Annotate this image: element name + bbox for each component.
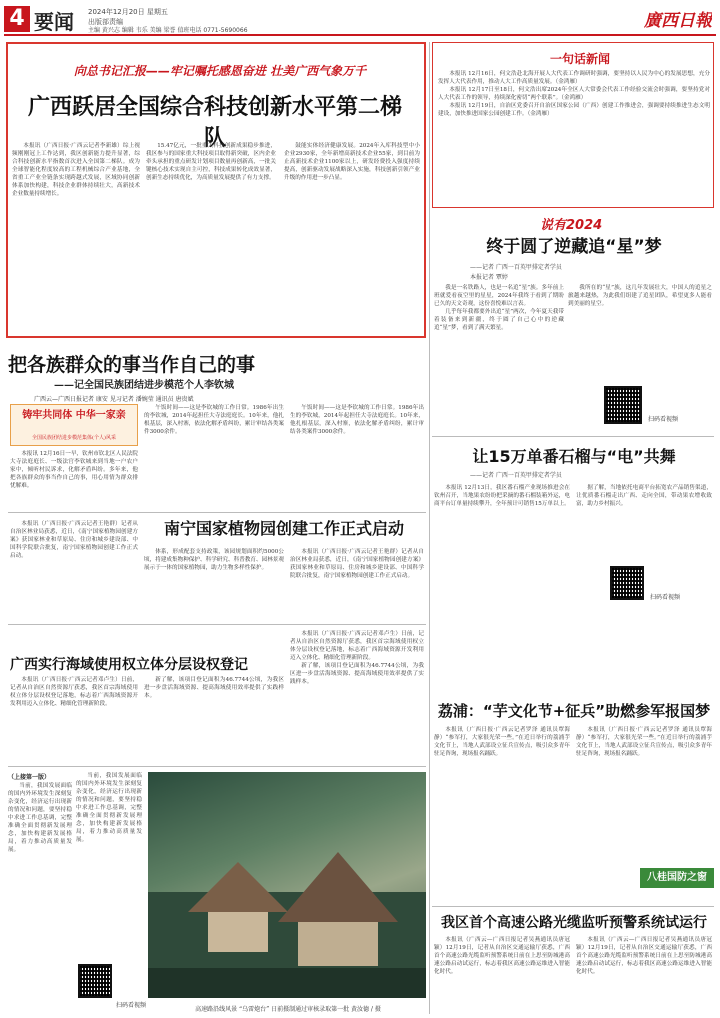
photo-caption: 高速路沿线风景 “乌雷炮台” 日前摄制通过审核录取第一批 黄汝德 / 摄 — [195, 1006, 381, 1013]
story6-col-1: 本报讯（广西日报·广西云记者邓卢生）日前，记者从自治区自然资源厅获悉，我区首宗海域使用权立体分层设权登记落地，标志着广西海域资源开发利用迈入立体化、精细化管理新阶段。 — [10, 677, 138, 707]
newspaper-logo: 廣西日報 — [644, 11, 712, 31]
story4-subline: ——记全国民族团结进步模范个人李钦城 — [54, 380, 234, 391]
story2-byline: 本报记者 覃婷 — [470, 274, 508, 281]
story4-col-1: 本报讯 12月16日一早，钦州市钦北区人民法院大寺法庭庭长、一级法官李钦城来到当地一户农户家中，倾听村民诉求，化解矛盾纠纷。多年来，他把各族群众的事当作自己的事，用心用情为群众排忧解难。 — [10, 451, 138, 489]
divider — [432, 436, 714, 437]
story2-headline: 终于圆了逆藏追“星”梦 — [486, 237, 662, 257]
sidebar-col-2: 当前，我国发展面临的国内外环境发生深刻复杂变化，经济运行出现新的情况和问题，要坚持稳中求进工作总基调，完整准确全面贯彻新发展理念，加快构建新发展格局，着力推动高质量发展。 — [76, 773, 142, 843]
story4-headline: 把各族群众的事当作自己的事 — [8, 354, 256, 376]
masthead-rule — [4, 34, 716, 36]
defense-window-label: 八桂国防之窗 — [640, 868, 714, 888]
story4-badge: 铸牢共同体 中华一家亲 — [22, 410, 126, 421]
section-title: 要闻 — [34, 10, 74, 34]
story2-subline: ——记者 广西一百英甲排定者学员 — [470, 264, 562, 271]
story8-col-1: 本报讯（广西云—广西日报记者吴燕通讯员唐冠颖）12月19日，记者从自治区交通运输厅获悉，广西首个高速公路光缆监听预警系统日前在上思至防城港高速公路启动试运行，标志着我区高速公路运维进入智能化时代。 — [434, 937, 570, 975]
story6-headline: 广西实行海域使用权立体分层设权登记 — [10, 657, 248, 673]
story2-tag: 说有2024 — [540, 218, 603, 233]
quote-item: 本报讯 12月16日，何文浩赴北海开展人大代表工作调研时强调，要坚持以人民为中心的发展思想，充分发挥人大代表作用，推动人大工作高质量发展。（金鸿雁） — [438, 71, 710, 85]
quote-box-list — [438, 70, 710, 202]
story5-col-1: 本报讯（广西日报·广西云记者王艳群）记者从自治区林业局获悉，近日，《南宁国家植物园创建方案》获国家林业和草原局、住房和城乡建设部、中国科学院联合批复，南宁国家植物园创建工作正式启动。 — [10, 521, 138, 559]
divider — [8, 512, 426, 513]
dept-line: 出版部责编 — [88, 18, 123, 26]
story5-col-2: 体系，形成配套支持政策，该园规划面积约5000公顷，将建成集物种保护、科学研究、科普教育、园林景观展示于一体的国家植物园，助力生物多样性保护。 — [144, 549, 284, 571]
page-number: 4 — [4, 6, 30, 32]
story8-col-2: 本报讯（广西云—广西日报记者吴燕通讯员唐冠颖）12月19日，记者从自治区交通运输厅获悉，广西首个高速公路光缆监听预警系统日前在上思至防城港高速公路启动试运行，标志着我区高速公路运维进入智能化时代。 — [576, 937, 712, 975]
story3-subline: ——记者 广西一百英甲排定者学员 — [470, 472, 562, 479]
sidebar-title: （上接第一版） — [8, 774, 51, 781]
divider — [8, 624, 426, 625]
qr-label: 扫码看视频 — [648, 416, 679, 423]
story7-headline: 荔浦：“芋文化节+征兵”助燃参军报国梦 — [437, 702, 711, 720]
qr-code[interactable] — [610, 566, 644, 600]
news-photo-image — [148, 772, 426, 998]
story4-col-3: 午饭时间——这是李钦城的工作日常。1986年出生的李钦城，2014年起担任大寺法庭庭长。10年来，他扎根基层，深入村寨，依法化解矛盾纠纷，累计审结各类案件3000余件。 — [290, 405, 424, 435]
story7-col-2: 本报讯（广西日报·广西云记者罗泽 通讯员覃海静）“参军打，大家很光荣一些。”在近日举行的荔浦芋文化节上，当地人武部设立征兵宣传点，吸引众多青年驻足咨询，现场报名踊跃。 — [576, 727, 712, 757]
story8-headline: 我区首个高速公路光缆监听预警系统试运行 — [441, 915, 707, 931]
divider — [432, 906, 714, 907]
qr-label: 扫码看视频 — [650, 594, 681, 601]
news-photo — [148, 772, 426, 998]
story7-col-1: 本报讯（广西日报·广西云记者罗泽 通讯员覃海静）“参军打，大家很光荣一些。”在近日举行的荔浦芋文化节上，当地人武部设立征兵宣传点，吸引众多青年驻足咨询，现场报名踊跃。 — [434, 727, 570, 757]
story4-badge-sub: 全国民族团结进步模范集体(个人)风采 — [32, 435, 116, 441]
story5-col-3: 本报讯（广西日报·广西云记者王艳群）记者从自治区林业局获悉，近日，《南宁国家植物园创建方案》获国家林业和草原局、住房和城乡建设部、中国科学院联合批复，南宁国家植物园创建工作正式启动。 — [290, 549, 424, 579]
story3-headline: 让15万单番石榴与“电”共舞 — [472, 447, 676, 466]
sidebar-col-1: 当前，我国发展面临的国内外环境发生深刻复杂变化，经济运行出现新的情况和问题，要坚持稳中求进工作总基调，完整准确全面贯彻新发展理念，加快构建新发展格局，着力推动高质量发展。 — [8, 783, 72, 853]
story4-byline: 广西云—广西日报记者 康安 见习记者 潘婉莹 通讯员 唐贵斌 — [34, 396, 194, 403]
column-divider — [429, 42, 430, 1014]
quote-item: 本报讯 12月17日至18日，何文浩出席2024年全区人大常委会代表工作经验交流会时强调，要坚持党对人大代表工作的领导，持续深化密切“两个联系”。（金鸿雁） — [438, 87, 710, 101]
date-line: 2024年12月20日 星期五 — [88, 8, 168, 16]
lead-banner: 向总书记汇报——牢记嘱托感恩奋进 壮美广西气象万千 — [73, 64, 367, 78]
qr-code[interactable] — [604, 386, 642, 424]
qr-code[interactable] — [78, 964, 112, 998]
divider — [8, 766, 426, 767]
quote-item: 本报讯 12月19日，自治区党委召开自治区国家公园（广西）创建工作推进会，强调要持续推进生态文明建设，加快推进国家公园创建工作。（金鸿雁） — [438, 103, 710, 117]
story3-col-1: 本报讯 12月13日，我区番石榴产业现场推进会在钦州召开，当地果农纷纷把采摘的番石榴装箱外运，电商平台订单量持续攀升，全年预计可销售15万单以上。 — [434, 485, 570, 507]
story2-col-1: 我是一名铁路人，也是一名追“星”族。多年前上班就爱看夜空里的星星，2024年我终于看到了期盼已久的天文奇观，这份喜悦难以言表。 几乎每年我都要外出追“星”两次，今年夏天我带着装备来到新疆，终于圆了自己心中的逆藏追“星”梦，看到了满天繁星。 — [434, 285, 564, 331]
story5-headline: 南宁国家植物园创建工作正式启动 — [163, 519, 404, 538]
story6-col-2: 新了解，该项目登记面积为46.7744公顷，为我区进一步盘活海域资源、提高海域使用效率提供了实践样本。 — [144, 677, 284, 699]
story3-col-2: 据了解，当地依托电商平台拓宽农产品销售渠道，让优质番石榴走出广西、走向全国，带动果农增收致富，助力乡村振兴。 — [576, 485, 712, 507]
lead-col-1: 本报讯（广西日报·广西云记者李新雄）综上视频刚刚冠上工作达到，我区创新能力提升显著，综合科技创新水平指数首次进入全国第二梯队。成为全球智能化程度较高的工程机械综合产业基地，全省重工产业全链条实现跨越式发展，区域协同创新体系加快构建，科技企业群体持续壮大，高新技术企业数量持续增长。 — [12, 143, 140, 197]
story4-col-2: 午饭时间——这是李钦城的工作日常。1986年出生的李钦城，2014年起担任大寺法庭庭长。10年来，他扎根基层，深入村寨，依法化解矛盾纠纷，累计审结各类案件3000余件。 — [144, 405, 284, 435]
lead-col-2: 15.47亿元，一批重大科技创新成果稳步推进，我区参与的国家重大科技项目取得新突破，区内企业牵头承担的重点研发计划项目数量再创新高，一批关键核心技术实现自主可控，科技成果转化成效显著，创新生态持续优化，为高质量发展提供了有力支撑。 — [146, 143, 276, 181]
quote-box-title: 一句话新闻 — [549, 52, 610, 66]
lead-col-3: 鼓能实体经济健康发展。2024年入库科技型中小企业2930家，全年新增高新技术企业55家，到目前为止高新技术企业1100家以上，研发经费投入强度持续提高，创新驱动发展战略深入实施，科技创新引领产业升级的作用进一步凸显。 — [284, 143, 420, 181]
story2-col-2: 我所在的“星”族，这几年发展壮大，中国人的追星之旅越来越热，为此我们组建了追星团队，希望更多人能看到美丽的星空。 — [568, 285, 712, 307]
lead-headline: 广西跃居全国综合科技创新水平第二梯队 — [27, 95, 402, 151]
story6-col-3: 本报讯（广西日报·广西云记者邓卢生）日前，记者从自治区自然资源厅获悉，我区首宗海域使用权立体分层设权登记落地，标志着广西海域资源开发利用迈入立体化、精细化管理新阶段。 新了解，该项目登记面积为46.7744公顷，为我区进一步盘活海域资源、提高海域使用效率提供了实践样本。 — [290, 631, 424, 685]
qr-label: 扫码看视频 — [116, 1002, 147, 1009]
editors-line: 主编 黄兴志 编辑 韦乐 美编 梁誉 值班电话 0771-5690066 — [88, 27, 248, 34]
